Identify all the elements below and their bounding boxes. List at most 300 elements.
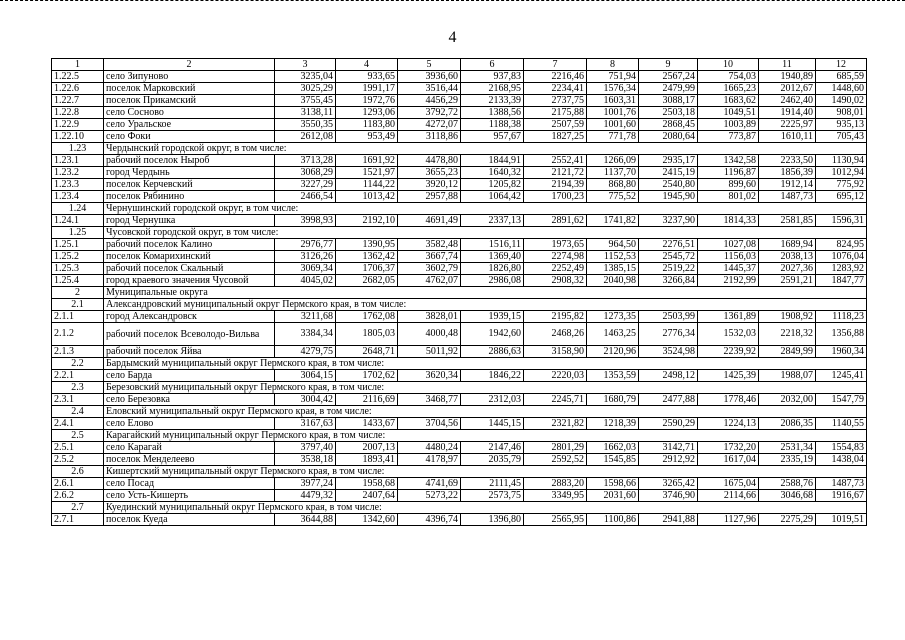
value-cell: 1516,11 — [461, 239, 524, 251]
value-cell: 2175,88 — [524, 107, 587, 119]
value-cell: 1076,04 — [816, 251, 867, 263]
value-cell: 4762,07 — [398, 275, 461, 287]
value-cell: 1972,76 — [336, 95, 398, 107]
value-cell: 3755,45 — [275, 95, 336, 107]
value-cell: 1545,85 — [587, 454, 639, 466]
row-number: 2.1.3 — [52, 346, 104, 358]
value-cell: 4279,75 — [275, 346, 336, 358]
value-cell: 1762,08 — [336, 311, 398, 323]
value-cell: 2225,97 — [759, 119, 816, 131]
value-cell: 1218,39 — [587, 418, 639, 430]
table-row — [52, 95, 867, 107]
value-cell: 2133,39 — [461, 95, 524, 107]
value-cell: 2195,82 — [524, 311, 587, 323]
value-cell: 3118,86 — [398, 131, 461, 143]
settlement-name: город Чердынь — [104, 167, 275, 179]
value-cell: 2245,71 — [524, 394, 587, 406]
value-cell: 2540,80 — [639, 179, 698, 191]
value-cell: 2337,13 — [461, 215, 524, 227]
value-cell: 4691,49 — [398, 215, 461, 227]
value-cell: 2648,71 — [336, 346, 398, 358]
value-cell: 1856,39 — [759, 167, 816, 179]
value-cell: 3068,29 — [275, 167, 336, 179]
settlement-name: село Карагай — [104, 442, 275, 454]
value-cell: 1353,59 — [587, 370, 639, 382]
value-cell: 3237,90 — [639, 215, 698, 227]
value-cell: 2407,64 — [336, 490, 398, 502]
value-cell: 2565,95 — [524, 514, 587, 526]
section-number: 2.7 — [52, 502, 104, 514]
value-cell: 2531,34 — [759, 442, 816, 454]
value-cell: 1490,02 — [816, 95, 867, 107]
row-number: 1.22.10 — [52, 131, 104, 143]
value-cell: 1554,83 — [816, 442, 867, 454]
row-number: 1.22.8 — [52, 107, 104, 119]
table-row — [52, 179, 867, 191]
value-cell: 1369,40 — [461, 251, 524, 263]
value-cell: 2007,13 — [336, 442, 398, 454]
value-cell: 1732,20 — [698, 442, 759, 454]
value-cell: 1988,07 — [759, 370, 816, 382]
value-cell: 4000,48 — [398, 323, 461, 346]
value-cell: 3998,93 — [275, 215, 336, 227]
value-cell: 2234,41 — [524, 83, 587, 95]
value-cell: 1445,15 — [461, 418, 524, 430]
settlement-name: поселок Марковский — [104, 83, 275, 95]
value-cell: 2498,12 — [639, 370, 698, 382]
section-row — [52, 430, 867, 442]
row-number: 2.6.2 — [52, 490, 104, 502]
value-cell: 1942,60 — [461, 323, 524, 346]
value-cell: 1388,56 — [461, 107, 524, 119]
value-cell: 1945,90 — [639, 191, 698, 203]
section-label: Чусовской городской округ, в том числе: — [104, 227, 867, 239]
value-cell: 1118,23 — [816, 311, 867, 323]
value-cell: 3828,01 — [398, 311, 461, 323]
value-cell: 2612,08 — [275, 131, 336, 143]
section-label: Чердынский городской округ, в том числе: — [104, 143, 867, 155]
value-cell: 1960,34 — [816, 346, 867, 358]
value-cell: 2312,03 — [461, 394, 524, 406]
header-row — [52, 59, 867, 71]
value-cell: 3582,48 — [398, 239, 461, 251]
table-row — [52, 370, 867, 382]
value-cell: 1396,80 — [461, 514, 524, 526]
table-row — [52, 215, 867, 227]
settlement-name: поселок Прикамский — [104, 95, 275, 107]
value-cell: 1188,38 — [461, 119, 524, 131]
value-cell: 1700,23 — [524, 191, 587, 203]
value-cell: 3384,34 — [275, 323, 336, 346]
value-cell: 1266,09 — [587, 155, 639, 167]
section-number: 1.24 — [52, 203, 104, 215]
value-cell: 2849,99 — [759, 346, 816, 358]
settlement-name: село Барда — [104, 370, 275, 382]
value-cell: 3235,04 — [275, 71, 336, 83]
value-cell: 1438,04 — [816, 454, 867, 466]
section-row — [52, 203, 867, 215]
value-cell: 2274,98 — [524, 251, 587, 263]
value-cell: 773,87 — [698, 131, 759, 143]
value-cell: 1001,76 — [587, 107, 639, 119]
value-cell: 1576,34 — [587, 83, 639, 95]
value-cell: 957,67 — [461, 131, 524, 143]
value-cell: 1610,11 — [759, 131, 816, 143]
value-cell: 3538,18 — [275, 454, 336, 466]
table-row — [52, 323, 867, 346]
value-cell: 1127,96 — [698, 514, 759, 526]
table-row — [52, 167, 867, 179]
header-cell: 8 — [587, 59, 639, 71]
settlement-name: поселок Менделеево — [104, 454, 275, 466]
section-row — [52, 466, 867, 478]
value-cell: 1019,51 — [816, 514, 867, 526]
value-cell: 3138,11 — [275, 107, 336, 119]
value-cell: 2590,29 — [639, 418, 698, 430]
value-cell: 3227,29 — [275, 179, 336, 191]
table-row — [52, 131, 867, 143]
value-cell: 3126,26 — [275, 251, 336, 263]
settlement-name: город Чернушка — [104, 215, 275, 227]
row-number: 2.4.1 — [52, 418, 104, 430]
table-row — [52, 191, 867, 203]
value-cell: 1939,15 — [461, 311, 524, 323]
value-cell: 1912,14 — [759, 179, 816, 191]
row-number: 2.5.2 — [52, 454, 104, 466]
value-cell: 933,65 — [336, 71, 398, 83]
settlement-name: рабочий поселок Яйва — [104, 346, 275, 358]
value-cell: 1844,91 — [461, 155, 524, 167]
value-cell: 1487,73 — [816, 478, 867, 490]
value-cell: 3088,17 — [639, 95, 698, 107]
value-cell: 1448,60 — [816, 83, 867, 95]
section-number: 2 — [52, 287, 104, 299]
value-cell: 2588,76 — [759, 478, 816, 490]
value-cell: 801,02 — [698, 191, 759, 203]
section-row — [52, 227, 867, 239]
section-number: 2.6 — [52, 466, 104, 478]
section-label: Бардымский муниципальный округ Пермского края, в том числе: — [104, 358, 867, 370]
value-cell: 3644,88 — [275, 514, 336, 526]
value-cell: 4272,07 — [398, 119, 461, 131]
settlement-name: село Посад — [104, 478, 275, 490]
settlement-name: поселок Куеда — [104, 514, 275, 526]
settlement-name: село Елово — [104, 418, 275, 430]
row-number: 2.5.1 — [52, 442, 104, 454]
value-cell: 4479,32 — [275, 490, 336, 502]
value-cell: 2545,72 — [639, 251, 698, 263]
section-row — [52, 143, 867, 155]
value-cell: 2216,46 — [524, 71, 587, 83]
row-number: 2.7.1 — [52, 514, 104, 526]
value-cell: 1741,82 — [587, 215, 639, 227]
value-cell: 2592,52 — [524, 454, 587, 466]
value-cell: 754,03 — [698, 71, 759, 83]
value-cell: 1049,51 — [698, 107, 759, 119]
value-cell: 3524,98 — [639, 346, 698, 358]
page-number: 4 — [448, 29, 457, 46]
value-cell: 3158,90 — [524, 346, 587, 358]
section-label: Чернушинский городской округ, в том числе: — [104, 203, 867, 215]
value-cell: 1706,37 — [336, 263, 398, 275]
section-label: Муниципальные округа — [104, 287, 867, 299]
row-number: 1.25.1 — [52, 239, 104, 251]
value-cell: 2111,45 — [461, 478, 524, 490]
value-cell: 1140,55 — [816, 418, 867, 430]
value-cell: 3142,71 — [639, 442, 698, 454]
table-row — [52, 71, 867, 83]
value-cell: 2737,75 — [524, 95, 587, 107]
header-cell: 2 — [104, 59, 275, 71]
value-cell: 3349,95 — [524, 490, 587, 502]
value-cell: 3792,72 — [398, 107, 461, 119]
table-row — [52, 83, 867, 95]
value-cell: 4178,97 — [398, 454, 461, 466]
settlement-name: город краевого значения Чусовой — [104, 275, 275, 287]
value-cell: 899,60 — [698, 179, 759, 191]
value-cell: 2868,45 — [639, 119, 698, 131]
value-cell: 4480,24 — [398, 442, 461, 454]
settlement-name: село Зипуново — [104, 71, 275, 83]
settlement-name: поселок Керчевский — [104, 179, 275, 191]
section-number: 2.1 — [52, 299, 104, 311]
value-cell: 685,59 — [816, 71, 867, 83]
value-cell: 1778,46 — [698, 394, 759, 406]
value-cell: 1596,31 — [816, 215, 867, 227]
value-cell: 3920,12 — [398, 179, 461, 191]
value-cell: 695,12 — [816, 191, 867, 203]
value-cell: 2168,95 — [461, 83, 524, 95]
value-cell: 1342,58 — [698, 155, 759, 167]
value-cell: 3064,15 — [275, 370, 336, 382]
value-cell: 2233,50 — [759, 155, 816, 167]
table-row — [52, 311, 867, 323]
settlement-name: рабочий поселок Ныроб — [104, 155, 275, 167]
row-number: 1.23.4 — [52, 191, 104, 203]
value-cell: 1940,89 — [759, 71, 816, 83]
section-row — [52, 358, 867, 370]
value-cell: 775,92 — [816, 179, 867, 191]
value-cell: 1603,31 — [587, 95, 639, 107]
value-cell: 1916,67 — [816, 490, 867, 502]
value-cell: 2468,26 — [524, 323, 587, 346]
value-cell: 1683,62 — [698, 95, 759, 107]
settlement-name: рабочий поселок Скальный — [104, 263, 275, 275]
value-cell: 2032,00 — [759, 394, 816, 406]
value-cell: 1662,03 — [587, 442, 639, 454]
value-cell: 3977,24 — [275, 478, 336, 490]
value-cell: 1003,89 — [698, 119, 759, 131]
value-cell: 3667,74 — [398, 251, 461, 263]
value-cell: 1361,89 — [698, 311, 759, 323]
value-cell: 2121,72 — [524, 167, 587, 179]
value-cell: 2120,96 — [587, 346, 639, 358]
value-cell: 1390,95 — [336, 239, 398, 251]
value-cell: 1675,04 — [698, 478, 759, 490]
value-cell: 1385,15 — [587, 263, 639, 275]
value-cell: 2567,24 — [639, 71, 698, 83]
row-number: 1.25.3 — [52, 263, 104, 275]
header-cell: 10 — [698, 59, 759, 71]
value-cell: 824,95 — [816, 239, 867, 251]
value-cell: 1012,94 — [816, 167, 867, 179]
section-number: 2.2 — [52, 358, 104, 370]
value-cell: 2415,19 — [639, 167, 698, 179]
value-cell: 2886,63 — [461, 346, 524, 358]
value-cell: 1617,04 — [698, 454, 759, 466]
value-cell: 1827,25 — [524, 131, 587, 143]
value-cell: 3004,42 — [275, 394, 336, 406]
value-cell: 2027,36 — [759, 263, 816, 275]
value-cell: 2192,10 — [336, 215, 398, 227]
section-label: Еловский муниципальный округ Пермского края, в том числе: — [104, 406, 867, 418]
header-cell: 6 — [461, 59, 524, 71]
row-number: 1.22.5 — [52, 71, 104, 83]
row-number: 2.2.1 — [52, 370, 104, 382]
value-cell: 2147,46 — [461, 442, 524, 454]
value-cell: 1283,92 — [816, 263, 867, 275]
value-cell: 1293,06 — [336, 107, 398, 119]
value-cell: 1702,62 — [336, 370, 398, 382]
value-cell: 1156,03 — [698, 251, 759, 263]
tariff-table — [51, 58, 867, 526]
row-number: 1.23.3 — [52, 179, 104, 191]
row-number: 2.3.1 — [52, 394, 104, 406]
section-label: Карагайский муниципальный округ Пермского края, в том числе: — [104, 430, 867, 442]
settlement-name: село Сосново — [104, 107, 275, 119]
value-cell: 2891,62 — [524, 215, 587, 227]
table-row — [52, 275, 867, 287]
page-top-edge — [0, 0, 905, 1]
value-cell: 3167,63 — [275, 418, 336, 430]
value-cell: 2220,03 — [524, 370, 587, 382]
value-cell: 2466,54 — [275, 191, 336, 203]
header-cell: 3 — [275, 59, 336, 71]
value-cell: 1362,42 — [336, 251, 398, 263]
header-cell: 9 — [639, 59, 698, 71]
header-cell: 1 — [52, 59, 104, 71]
value-cell: 1914,40 — [759, 107, 816, 119]
row-number: 2.6.1 — [52, 478, 104, 490]
value-cell: 1598,66 — [587, 478, 639, 490]
value-cell: 1137,70 — [587, 167, 639, 179]
value-cell: 1100,86 — [587, 514, 639, 526]
row-number: 2.1.1 — [52, 311, 104, 323]
section-label: Кишертский муниципальный округ Пермского края, в том числе: — [104, 466, 867, 478]
row-number: 1.24.1 — [52, 215, 104, 227]
table-row — [52, 454, 867, 466]
value-cell: 1689,94 — [759, 239, 816, 251]
value-cell: 3746,90 — [639, 490, 698, 502]
value-cell: 2801,29 — [524, 442, 587, 454]
value-cell: 4045,02 — [275, 275, 336, 287]
value-cell: 1826,80 — [461, 263, 524, 275]
value-cell: 2114,66 — [698, 490, 759, 502]
settlement-name: поселок Рябинино — [104, 191, 275, 203]
settlement-name: село Уральское — [104, 119, 275, 131]
value-cell: 3266,84 — [639, 275, 698, 287]
value-cell: 1958,68 — [336, 478, 398, 490]
value-cell: 1356,88 — [816, 323, 867, 346]
table-row — [52, 418, 867, 430]
value-cell: 4396,74 — [398, 514, 461, 526]
value-cell: 1814,33 — [698, 215, 759, 227]
settlement-name: село Березовка — [104, 394, 275, 406]
value-cell: 771,78 — [587, 131, 639, 143]
value-cell: 2035,79 — [461, 454, 524, 466]
value-cell: 5273,22 — [398, 490, 461, 502]
value-cell: 1532,03 — [698, 323, 759, 346]
value-cell: 1640,32 — [461, 167, 524, 179]
header-cell: 5 — [398, 59, 461, 71]
value-cell: 1665,23 — [698, 83, 759, 95]
section-label: Березовский муниципальный округ Пермского края, в том числе: — [104, 382, 867, 394]
value-cell: 751,94 — [587, 71, 639, 83]
value-cell: 2935,17 — [639, 155, 698, 167]
settlement-name: рабочий поселок Калино — [104, 239, 275, 251]
value-cell: 1691,92 — [336, 155, 398, 167]
value-cell: 1908,92 — [759, 311, 816, 323]
value-cell: 1144,22 — [336, 179, 398, 191]
section-number: 2.5 — [52, 430, 104, 442]
value-cell: 1847,77 — [816, 275, 867, 287]
value-cell: 2462,40 — [759, 95, 816, 107]
header-cell: 12 — [816, 59, 867, 71]
value-cell: 1027,08 — [698, 239, 759, 251]
value-cell: 964,50 — [587, 239, 639, 251]
value-cell: 1013,42 — [336, 191, 398, 203]
value-cell: 2581,85 — [759, 215, 816, 227]
row-number: 1.25.2 — [52, 251, 104, 263]
value-cell: 2086,35 — [759, 418, 816, 430]
section-number: 2.3 — [52, 382, 104, 394]
settlement-name: село Усть-Кишерть — [104, 490, 275, 502]
value-cell: 3069,34 — [275, 263, 336, 275]
value-cell: 1196,87 — [698, 167, 759, 179]
settlement-name: рабочий поселок Всеволодо-Вильва — [104, 323, 275, 346]
value-cell: 1273,35 — [587, 311, 639, 323]
value-cell: 5011,92 — [398, 346, 461, 358]
value-cell: 3265,42 — [639, 478, 698, 490]
value-cell: 2218,32 — [759, 323, 816, 346]
section-label: Куединский муниципальный округ Пермского края, в том числе: — [104, 502, 867, 514]
value-cell: 1893,41 — [336, 454, 398, 466]
value-cell: 2194,39 — [524, 179, 587, 191]
table-row — [52, 442, 867, 454]
value-cell: 3797,40 — [275, 442, 336, 454]
value-cell: 3516,44 — [398, 83, 461, 95]
section-row — [52, 287, 867, 299]
value-cell: 2276,51 — [639, 239, 698, 251]
section-row — [52, 406, 867, 418]
section-number: 2.4 — [52, 406, 104, 418]
value-cell: 1152,53 — [587, 251, 639, 263]
value-cell: 2012,67 — [759, 83, 816, 95]
value-cell: 1205,82 — [461, 179, 524, 191]
value-cell: 3936,60 — [398, 71, 461, 83]
value-cell: 4478,80 — [398, 155, 461, 167]
value-cell: 4741,69 — [398, 478, 461, 490]
value-cell: 2335,19 — [759, 454, 816, 466]
value-cell: 2080,64 — [639, 131, 698, 143]
value-cell: 1805,03 — [336, 323, 398, 346]
section-row — [52, 382, 867, 394]
value-cell: 2503,99 — [639, 311, 698, 323]
row-number: 1.23.1 — [52, 155, 104, 167]
value-cell: 2957,88 — [398, 191, 461, 203]
value-cell: 3620,34 — [398, 370, 461, 382]
section-number: 1.25 — [52, 227, 104, 239]
